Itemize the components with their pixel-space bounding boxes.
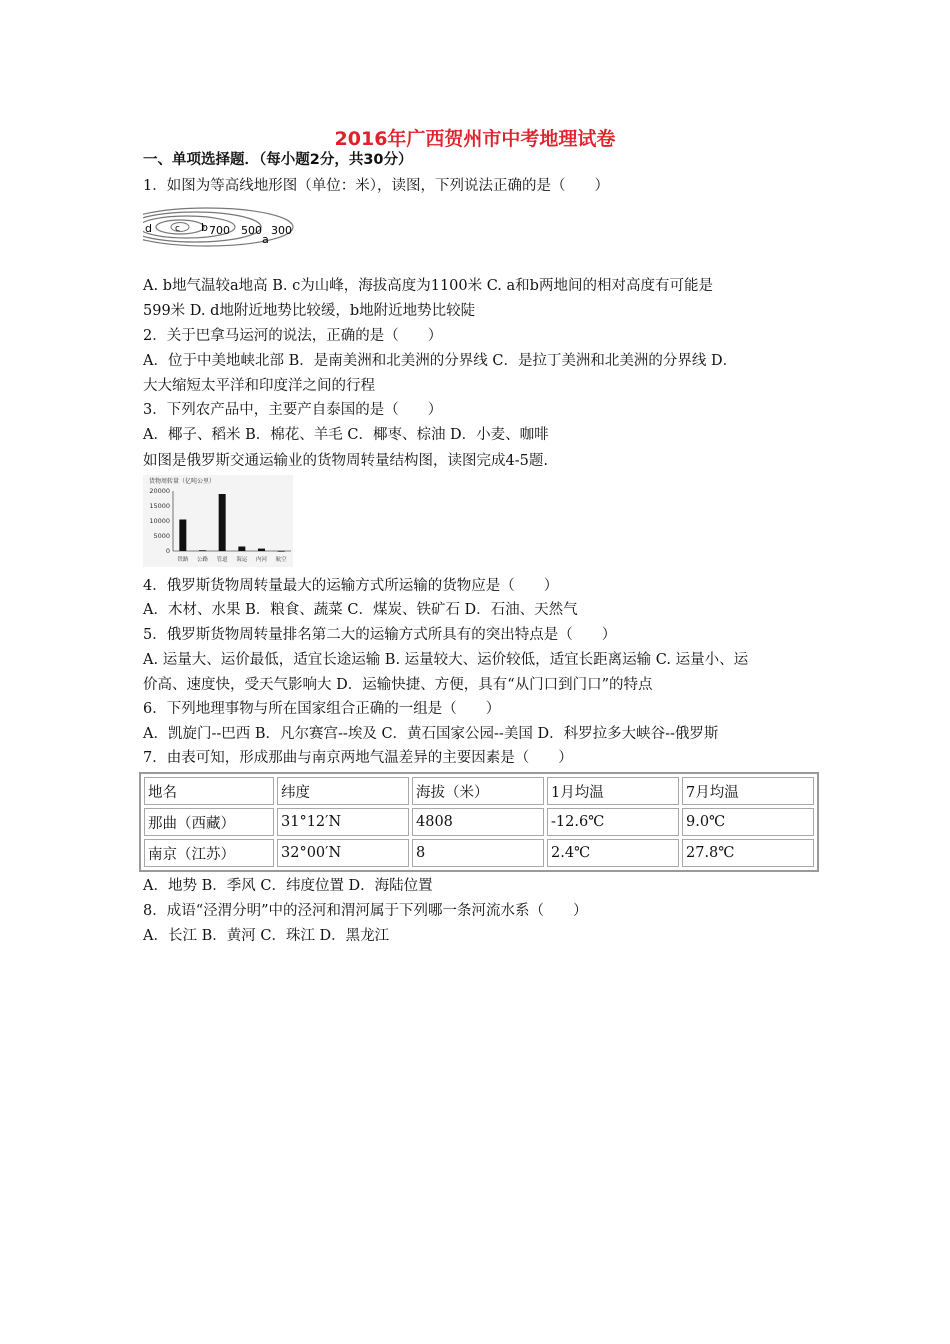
q3-stem: 3．下列农产品中，主要产自泰国的是（ ） <box>143 402 443 418</box>
table-header: 地名 <box>144 777 274 805</box>
label-700: 700 <box>209 224 230 237</box>
bar-2 <box>219 494 226 551</box>
chart-title: 货物周转量（亿吨公里） <box>149 478 216 485</box>
q7-options: A．地势 B．季风 C．纬度位置 D．海陆位置 <box>143 878 433 894</box>
table-cell: 南京（江苏） <box>144 839 274 867</box>
y-tick-label: 15000 <box>149 502 170 510</box>
contour-map-figure <box>143 203 298 255</box>
q8-stem: 8．成语“泾渭分明”中的泾河和渭河属于下列哪一条河流水系（ ） <box>143 903 588 919</box>
label-d: d <box>145 222 152 235</box>
label-b: b <box>201 221 208 234</box>
q5-options-line1: A. 运量大、运价最低，适宜长途运输 B. 运量较大、运价较低，适宜长距离运输 C. 运量小、运 <box>143 652 749 668</box>
bar-0 <box>179 520 186 552</box>
x-tick-label: 航空 <box>275 557 287 563</box>
table-cell: 2.4℃ <box>547 839 679 867</box>
label-300: 300 <box>271 224 292 237</box>
q4-5-intro: 如图是俄罗斯交通运输业的货物周转量结构图，读图完成4-5题. <box>143 453 548 469</box>
y-tick-label: 20000 <box>149 487 170 495</box>
q2-stem: 2．关于巴拿马运河的说法，正确的是（ ） <box>143 328 443 344</box>
q2-options-line1: A．位于中美地峡北部 B．是南美洲和北美洲的分界线 C．是拉丁美洲和北美洲的分界线 D． <box>143 353 738 369</box>
table-cell: 27.8℃ <box>682 839 814 867</box>
y-tick-label: 5000 <box>153 532 170 540</box>
q1-stem: 1．如图为等高线地形图（单位：米），读图，下列说法正确的是（ ） <box>143 178 609 194</box>
q1-options-line1: A. b地气温较a地高 B. c为山峰，海拔高度为1100米 C. a和b两地间的相对高度有可能是 <box>143 278 713 294</box>
q6-options: A．凯旋门--巴西 B．凡尔赛宫--埃及 C．黄石国家公园--美国 D．科罗拉多大峡谷--俄罗斯 <box>143 726 719 742</box>
x-tick-label: 公路 <box>196 557 209 563</box>
table-cell: 4808 <box>412 808 544 836</box>
q4-options: A．木材、水果 B．粮食、蔬菜 C．煤炭、铁矿石 D．石油、天然气 <box>143 602 578 618</box>
table-header: 纬度 <box>277 777 409 805</box>
x-tick-label: 海运 <box>236 557 248 563</box>
table-row <box>144 839 814 867</box>
q8-options: A．长江 B．黄河 C．珠江 D．黑龙江 <box>143 928 390 944</box>
section-heading: 一、单项选择题．（每小题2分，共30分） <box>143 152 413 168</box>
y-tick-label: 0 <box>165 547 170 555</box>
contour-top <box>171 223 189 232</box>
label-a: a <box>262 233 269 246</box>
table-header-row <box>144 777 814 805</box>
freight-turnover-chart <box>143 475 293 567</box>
q3-options: A．椰子、稻米 B．棉花、羊毛 C．椰枣、棕油 D．小麦、咖啡 <box>143 427 549 443</box>
x-tick-label: 铁路 <box>177 557 189 563</box>
x-tick-label: 内河 <box>255 557 268 563</box>
table-cell: 31°12′N <box>277 808 409 836</box>
q5-options-line2: 价高、速度快，受天气影响大 D．运输快捷、方便，具有“从门口到门口”的特点 <box>143 677 653 693</box>
bar-4 <box>258 549 265 551</box>
bar-3 <box>238 547 245 552</box>
table-header: 1月均温 <box>547 777 679 805</box>
q4-stem: 4．俄罗斯货物周转量最大的运输方式所运输的货物应是（ ） <box>143 578 559 594</box>
table-cell: 8 <box>412 839 544 867</box>
page-title: 2016年广西贺州市中考地理试卷 <box>334 128 616 150</box>
q5-stem: 5．俄罗斯货物周转量排名第二大的运输方式所具有的突出特点是（ ） <box>143 627 617 643</box>
bar-1 <box>199 550 206 551</box>
q1-options-line2: 599米 D. d地附近地势比较缓，b地附近地势比较陡 <box>143 303 476 319</box>
table-cell: 那曲（西藏） <box>144 808 274 836</box>
x-tick-label: 管道 <box>216 557 228 563</box>
y-tick-label: 10000 <box>149 517 170 525</box>
table-cell: 9.0℃ <box>682 808 814 836</box>
table-cell: 32°00′N <box>277 839 409 867</box>
table-cell: -12.6℃ <box>547 808 679 836</box>
climate-table <box>139 772 819 872</box>
q6-stem: 6．下列地理事物与所在国家组合正确的一组是（ ） <box>143 701 501 717</box>
q2-options-line2: 大大缩短太平洋和印度洋之间的行程 <box>143 378 375 394</box>
table-header: 海拔（米） <box>412 777 544 805</box>
label-500: 500 <box>241 224 262 237</box>
table-header: 7月均温 <box>682 777 814 805</box>
bar-5 <box>278 551 285 552</box>
q7-stem: 7．由表可知，形成那曲与南京两地气温差异的主要因素是（ ） <box>143 750 573 766</box>
label-c: c <box>175 224 180 234</box>
table-row <box>144 808 814 836</box>
